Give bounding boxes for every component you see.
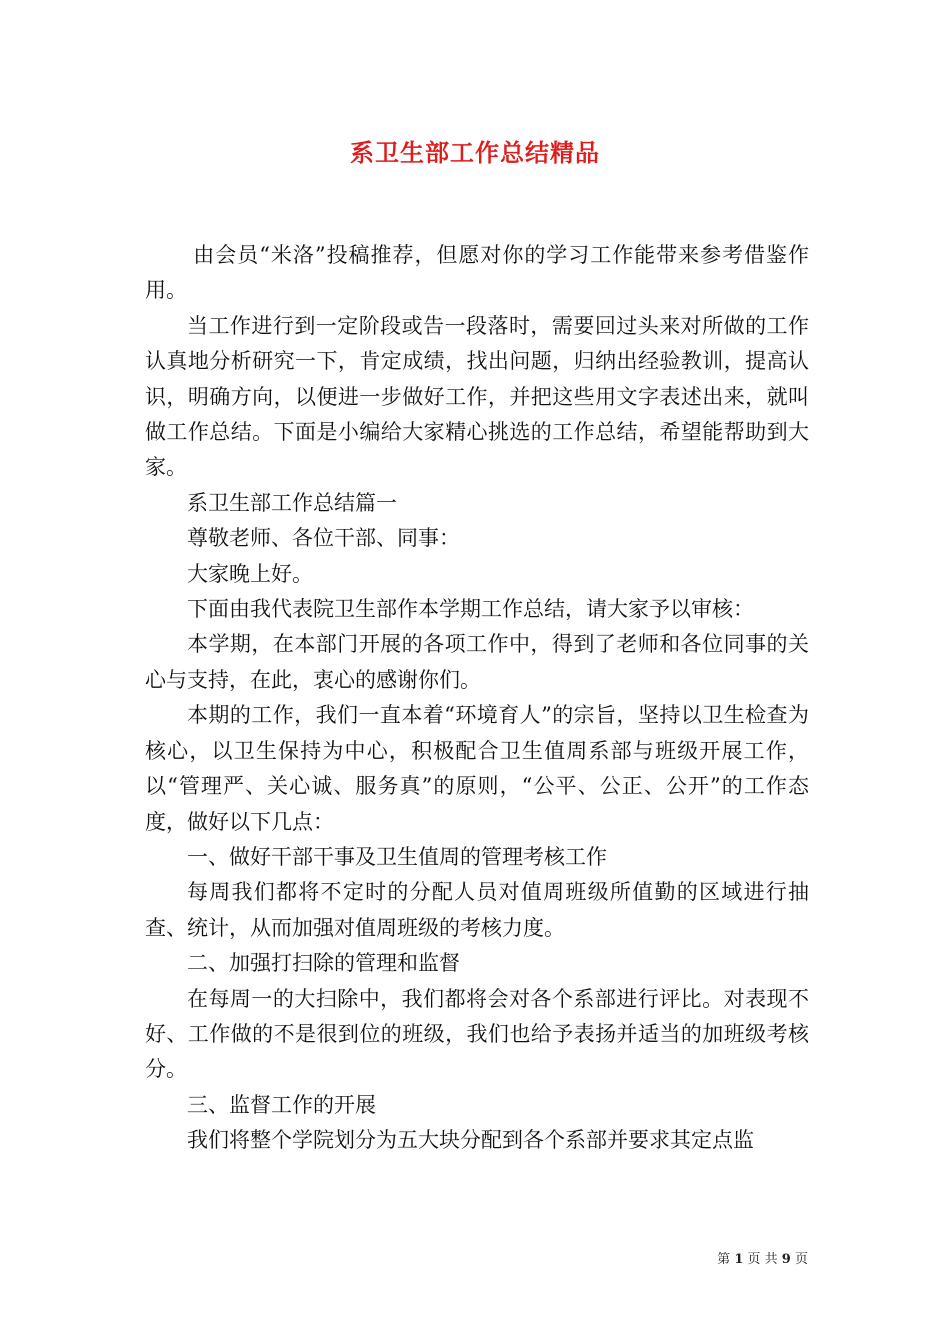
section-heading-part-one: 系卫生部工作总结篇一: [187, 490, 397, 515]
paragraph-preface: 当工作进行到一定阶段或告一段落时，需要回过头来对所做的工作认真地分析研究一下，肯定成绩，找出问题，归纳出经验教训，提高认识，明确方向，以便进一步做好工作，并把这些用文字表述出来，就叫做工作总结。下面是小编给大家精心挑选的工作总结，希望能帮助到大家。: [145, 313, 809, 480]
paragraph-salutation: 尊敬老师、各位干部、同事：: [187, 526, 460, 551]
paragraph-intro: 由会员“米洛”投稿推荐，但愿对你的学习工作能带来参考借鉴作用。: [145, 243, 809, 303]
paragraph-thanks: 本学期，在本部门开展的各项工作中，得到了老师和各位同事的关心与支持，在此，衷心的感谢你们。: [145, 632, 809, 692]
page-footer: [700, 1248, 808, 1267]
footer-middle: 页 共: [747, 1252, 778, 1267]
section-heading-one: 一、做好干部干事及卫生值周的管理考核工作: [187, 844, 607, 869]
paragraph-greeting: 大家晚上好。: [187, 561, 313, 586]
paragraph-principles: 本期的工作，我们一直本着“环境育人”的宗旨，坚持以卫生检查为核心，以卫生保持为中心，积极配合卫生值周系部与班级开展工作，以“管理严、关心诚、服务真”的原则，“公平、公正、公开”的工作态度，做好以下几点：: [145, 703, 809, 834]
page-total: 9: [781, 1252, 791, 1267]
footer-suffix: 页: [794, 1252, 808, 1267]
section-heading-three: 三、监督工作的开展: [187, 1092, 376, 1117]
page-number: 1: [734, 1252, 744, 1267]
paragraph-inspection: 每周我们都将不定时的分配人员对值周班级所值勤的区域进行抽查、统计，从而加强对值周班级的考核力度。: [145, 880, 809, 940]
document-title: 系卫生部工作总结精品: [350, 138, 600, 167]
paragraph-cleaning: 在每周一的大扫除中，我们都将会对各个系部进行评比。对表现不好、工作做的不是很到位的班级，我们也给予表扬并适当的加班级考核分。: [145, 986, 809, 1082]
document-body: [145, 238, 809, 1159]
footer-prefix: 第: [717, 1252, 731, 1267]
paragraph-supervision: 我们将整个学院划分为五大块分配到各个系部并要求其定点监: [187, 1128, 754, 1153]
paragraph-summary-intro: 下面由我代表院卫生部作本学期工作总结，请大家予以审核：: [187, 597, 754, 622]
section-heading-two: 二、加强打扫除的管理和监督: [187, 951, 460, 976]
